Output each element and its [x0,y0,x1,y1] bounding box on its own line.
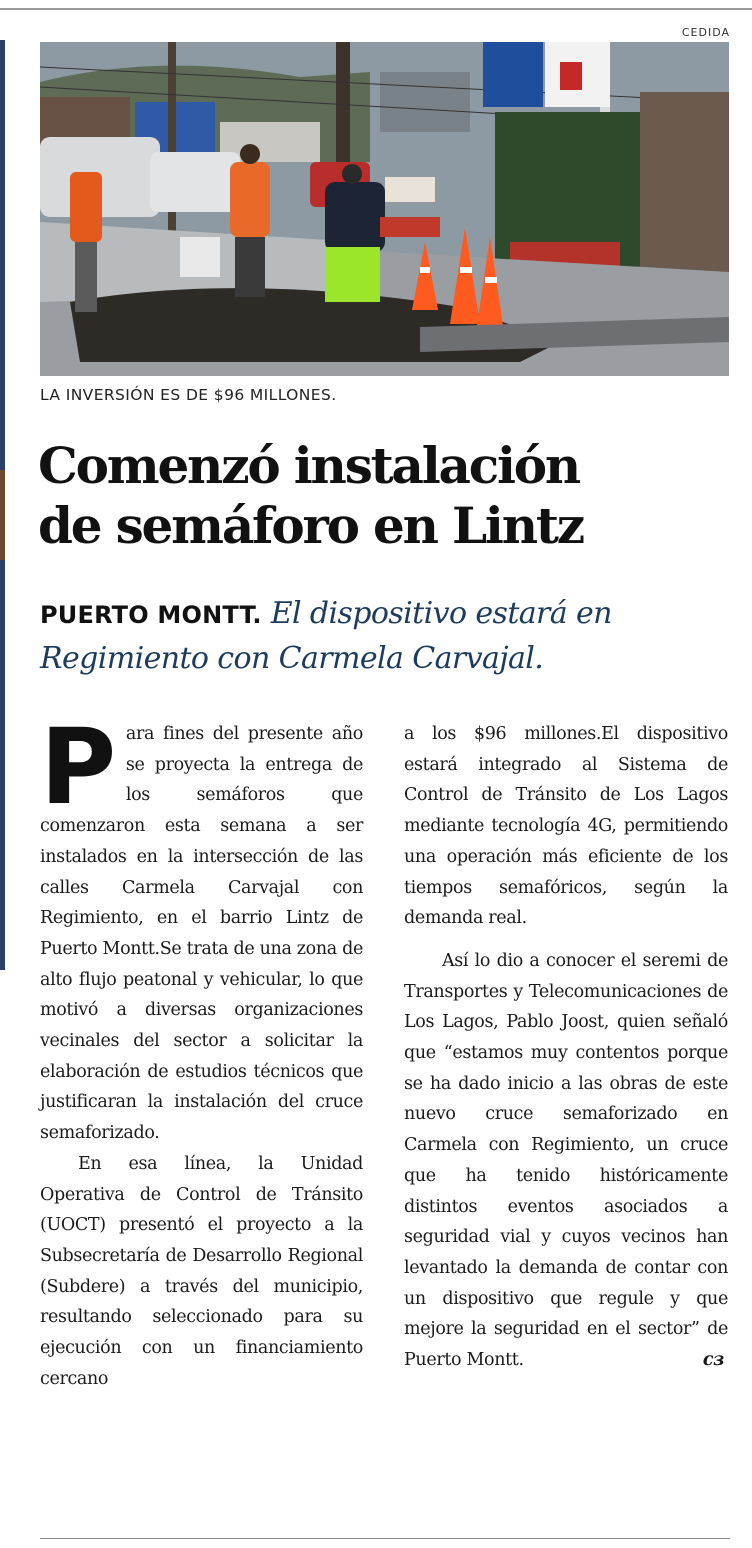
deck [40,592,730,681]
paragraph-1-text: ara fines del presente año se proyecta la entrega de los semáforos que comenzaron esta semana a ser instalados en la intersección de las calles Carmela Carvajal con Regimiento, en el barrio Lintz de Puerto Montt.Se trata de una zona de alto flujo peatonal y vehicular, lo que motivó a diversas organizaciones vecinales del sector a solicitar la elaboración de estudios técnicos que justificaran la instalación del cruce semaforizado. [40,724,363,1144]
drop-cap: P [40,706,116,828]
paragraph-2: En esa línea, la Unidad Operativa de Control de Tránsito (UOCT) presentó el proyecto a la Subsecretaría de Desarrollo Regional (Subdere) a través del municipio, resultando seleccionado para su ejecución con un financiamiento cercano [40,1153,363,1389]
adjacent-page-edge-accent [0,470,5,560]
article-column-left [40,706,363,1394]
street-work-illustration [40,42,729,376]
article-column-right [404,719,728,1376]
paragraph-3 [404,946,728,1376]
photo-caption: LA INVERSIÓN ES DE $96 MILLONES. [40,386,337,404]
paragraph-2-continued: a los $96 millones.El dispositivo estará integrado al Sistema de Control de Tránsito de Los Lagos mediante tecnología 4G, permitiendo una operación más eficiente de los tiempos semafóricos, según la demanda real. [404,724,728,929]
photo-credit: CEDIDA [681,26,730,39]
bottom-rule [40,1538,730,1539]
end-mark-icon: cз [702,1350,724,1371]
paragraph-1 [40,706,363,1149]
summary: El dispositivo estará en Regimiento con Carmela Carvajal. [40,596,612,676]
top-rule [0,8,752,10]
dateline-location: PUERTO MONTT. [40,601,262,629]
headline-line-1: Comenzó instalación [38,436,580,495]
headline-line-2: de semáforo en Lintz [38,496,583,555]
article-photo [40,42,729,376]
headline [38,436,728,556]
paragraph-3-text: Así lo dio a conocer el seremi de Transportes y Telecomunicaciones de Los Lagos, Pablo Joost, quien señaló que “estamos muy contentos porque se ha dado inicio a las obras de este nuevo cruce semaforizado en Carmela con Regimiento, un cruce que ha tenido históricamente distintos eventos asociados a seguridad vial y cuyos vecinos han levantado la demanda de contar con un dispositivo que regule y que mejore la seguridad en el sector” de Puerto Montt. [404,950,728,1371]
